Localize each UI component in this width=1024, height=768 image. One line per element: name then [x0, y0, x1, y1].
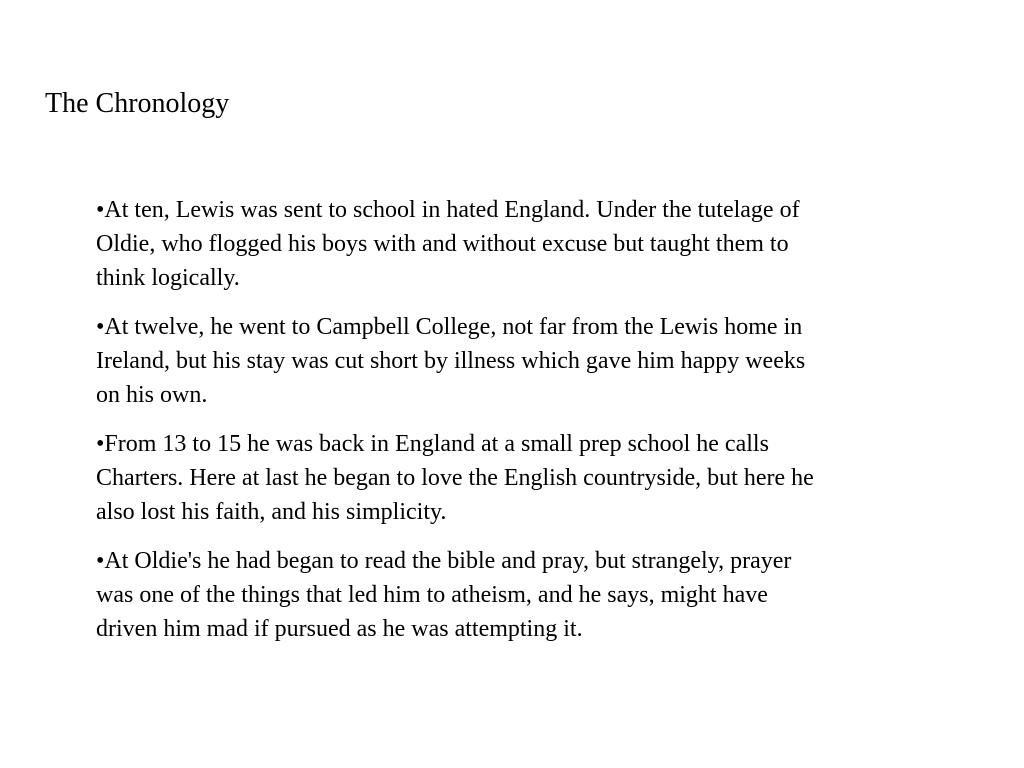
bullet-item	[96, 427, 966, 529]
bullet-item	[96, 310, 966, 412]
bullet-line: was one of the things that led him to atheism, and he says, might have	[96, 582, 768, 608]
bullet-item	[96, 544, 966, 646]
bullet-line: also lost his faith, and his simplicity.	[96, 499, 447, 525]
bullet-item	[96, 193, 966, 295]
bullet-line: think logically.	[96, 265, 240, 291]
bullet-line: Oldie, who flogged his boys with and without excuse but taught them to	[96, 231, 789, 257]
bullet-line: driven him mad if pursued as he was attempting it.	[96, 616, 583, 642]
bullet-line: •From 13 to 15 he was back in England at a small prep school he calls	[96, 431, 769, 457]
bullet-line: Ireland, but his stay was cut short by illness which gave him happy weeks	[96, 348, 806, 374]
slide-title: The Chronology	[45, 88, 230, 119]
bullet-line: on his own.	[96, 382, 208, 408]
bullet-line: •At ten, Lewis was sent to school in hated England. Under the tutelage of	[96, 197, 800, 223]
bullet-list	[96, 193, 966, 661]
bullet-line: •At Oldie's he had began to read the bible and pray, but strangely, prayer	[96, 548, 792, 574]
bullet-line: Charters. Here at last he began to love the English countryside, but here he	[96, 465, 814, 491]
bullet-line: •At twelve, he went to Campbell College, not far from the Lewis home in	[96, 314, 803, 340]
